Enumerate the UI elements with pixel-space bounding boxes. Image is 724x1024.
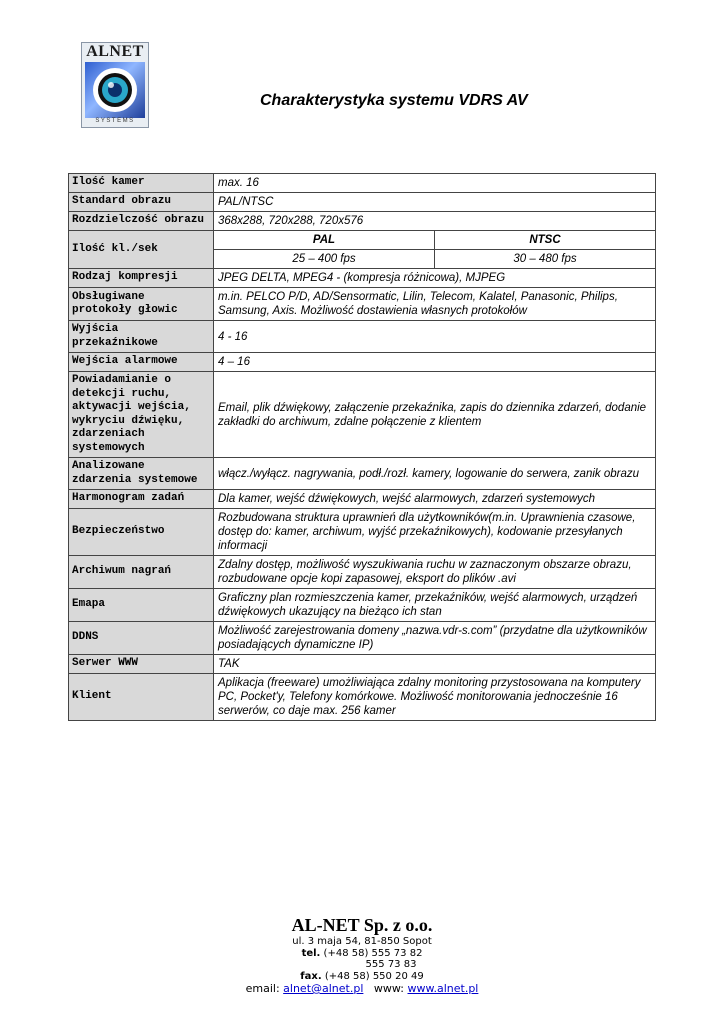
row-label: Klient — [69, 674, 214, 721]
fax-line — [0, 971, 724, 983]
www-link[interactable]: www.alnet.pl — [407, 982, 479, 995]
fps-subtable — [214, 231, 655, 268]
ntsc-value: 30 – 480 fps — [513, 253, 577, 265]
row-label: Bezpieczeństwo — [69, 509, 214, 556]
pal-header: PAL — [214, 231, 435, 250]
page-title: Charakterystyka systemu VDRS AV — [260, 92, 528, 109]
company-logo — [81, 42, 149, 128]
company-name: AL-NET Sp. z o.o. — [291, 915, 433, 935]
email-link[interactable]: alnet@alnet.pl — [283, 982, 364, 995]
row-label: Ilość kl./sek — [69, 231, 214, 269]
row-value: Zdalny dostęp, możliwość wyszukiwania ruchu w zaznaczonym obszarze obrazu, rozbudowane opcje kopi zapasowej, eksport do plików .avi — [214, 556, 656, 589]
row-label: Analizowane zdarzenia systemowe — [69, 458, 214, 490]
address: ul. 3 maja 54, 81-850 Sopot — [292, 936, 432, 947]
row-value: Rozbudowana struktura uprawnień dla użytkowników(m.in. Uprawnienia czasowe, dostęp do: kamer, archiwum, wyjść przekaźnikowych), kodowanie przesyłanych informacji — [214, 509, 656, 556]
row-value: 4 - 16 — [214, 321, 656, 353]
table-row — [69, 353, 656, 372]
logo-brand-text: ALNET — [86, 43, 144, 60]
pal-value: 25 – 400 fps — [214, 250, 435, 269]
row-value: włącz./wyłącz. nagrywania, podł./rozł. kamery, logowanie do serwera, zanik obrazu — [214, 458, 656, 490]
row-label: Serwer WWW — [69, 655, 214, 674]
row-label: Wyjścia przekaźnikowe — [69, 321, 214, 353]
row-label: Wejścia alarmowe — [69, 353, 214, 372]
row-label: Emapa — [69, 589, 214, 622]
row-label: DDNS — [69, 622, 214, 655]
row-label: Rodzaj kompresji — [69, 269, 214, 288]
row-label: Powiadamianie o detekcji ruchu, aktywacji wejścia, wykryciu dźwięku, zdarzeniach systemowych — [69, 372, 214, 458]
table-row — [69, 589, 656, 622]
row-value: JPEG DELTA, MPEG4 - (kompresja różnicowa), MJPEG — [214, 269, 656, 288]
row-label: Ilość kamer — [69, 174, 214, 193]
row-label: Obsługiwane protokoły głowic — [69, 288, 214, 321]
tel-number-1: (+48 58) 555 73 82 — [323, 947, 423, 959]
row-value: 4 – 16 — [214, 353, 656, 372]
row-value: m.in. PELCO P/D, AD/Sensormatic, Lilin, Telecom, Kalatel, Panasonic, Philips, Samsung, Axis. Możliwość dostawienia własnych protokołów — [214, 288, 656, 321]
table-row — [69, 372, 656, 458]
table-row — [69, 193, 656, 212]
row-value: Email, plik dźwiękowy, załączenie przekaźnika, zapis do dziennika zdarzeń, dodanie zakładki do archiwum, zdalne połączenie z klientem — [214, 372, 656, 458]
table-row — [69, 321, 656, 353]
row-value: 368x288, 720x288, 720x576 — [214, 212, 656, 231]
table-row — [69, 490, 656, 509]
email-label: email: — [245, 982, 280, 995]
table-row — [69, 458, 656, 490]
contact-line — [0, 982, 724, 996]
row-label: Archiwum nagrań — [69, 556, 214, 589]
tel-number-2: 555 73 83 — [365, 959, 417, 970]
spec-table — [68, 173, 656, 721]
row-value: Dla kamer, wejść dźwiękowych, wejść alarmowych, zdarzeń systemowych — [214, 490, 656, 509]
row-label: Harmonogram zadań — [69, 490, 214, 509]
lens-icon — [85, 62, 145, 118]
table-row — [69, 509, 656, 556]
fax-number: (+48 58) 550 20 49 — [324, 970, 424, 982]
table-row — [69, 622, 656, 655]
row-value: Możliwość zarejestrowania domeny „nazwa.vdr-s.com” (przydatne dla użytkowników posiadających dynamiczne IP) — [214, 622, 656, 655]
row-value: Aplikacja (freeware) umożliwiająca zdalny monitoring przystosowana na komputery PC, Pocket'y, Telefony komórkowe. Możliwość monitorowania jednocześnie 16 serwerów, co daje max. 256 kamer — [214, 674, 656, 721]
table-row — [69, 655, 656, 674]
row-value: Graficzny plan rozmieszczenia kamer, przekaźników, wejść alarmowych, urządzeń dźwiękowych ukazujący na bieżąco ich stan — [214, 589, 656, 622]
row-value: PAL/NTSC — [214, 193, 656, 212]
table-row — [69, 231, 656, 269]
phone-line — [0, 948, 724, 960]
row-value: TAK — [214, 655, 656, 674]
www-label: www: — [373, 982, 404, 995]
ntsc-header: NTSC — [435, 231, 656, 250]
fps-cell — [214, 231, 656, 269]
table-row — [69, 288, 656, 321]
logo-sub-text: SYSTEMS — [95, 118, 135, 124]
footer — [0, 914, 724, 996]
table-row — [69, 174, 656, 193]
fax-label: fax. — [300, 970, 322, 982]
tel-label: tel. — [301, 947, 321, 959]
row-label: Rozdzielczość obrazu — [69, 212, 214, 231]
table-row — [69, 212, 656, 231]
phone-line-2 — [0, 959, 724, 971]
table-row — [69, 674, 656, 721]
row-label: Standard obrazu — [69, 193, 214, 212]
row-value: max. 16 — [214, 174, 656, 193]
table-row — [69, 269, 656, 288]
table-row — [69, 556, 656, 589]
